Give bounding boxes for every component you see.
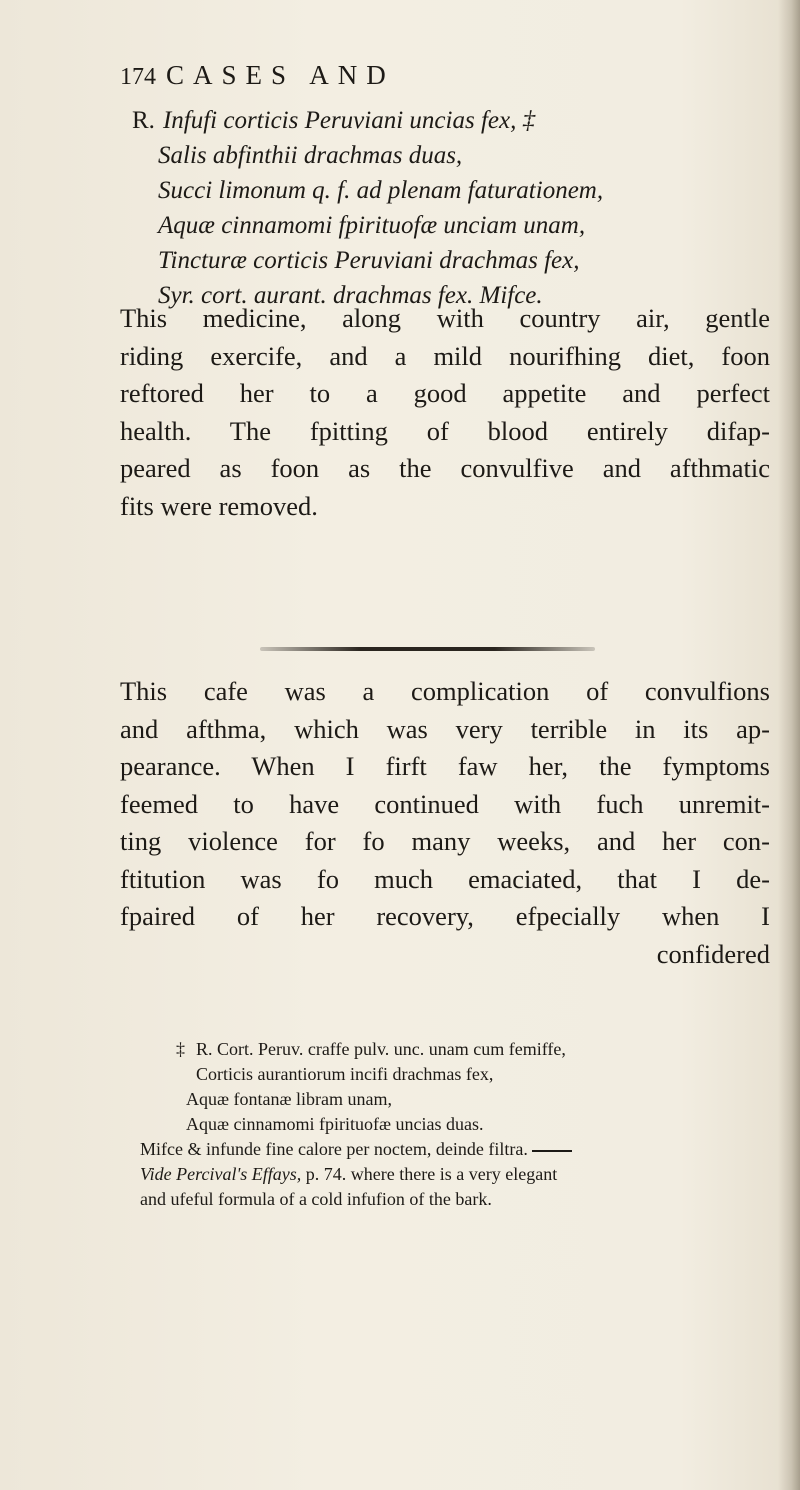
text-line: ting violence for fo many weeks, and her con- (120, 826, 770, 856)
text-line: fpaired of her recovery, efpecially when I (120, 901, 770, 931)
page-header (120, 60, 680, 100)
text-line: This cafe was a complication of convulfions (120, 676, 770, 706)
text-line: health. The fpitting of blood entirely difap- (120, 415, 770, 446)
text-line: pearance. When I firft faw her, the fymptoms (120, 751, 770, 781)
text-line: This medicine, along with country air, gentle (120, 303, 770, 333)
page-number: 174 (120, 64, 156, 90)
footnote-line: and ufeful formula of a cold infufion of the bark. (140, 1189, 492, 1209)
paragraph-case (120, 673, 770, 973)
paragraph-medicine (120, 300, 770, 525)
footnote-line (140, 1037, 780, 1062)
text-line: riding exercife, and a mild nourifhing diet, foon (120, 340, 770, 371)
running-head: CASES AND (166, 60, 395, 90)
page-edge-shadow (778, 0, 800, 1490)
prescription-line: Salis abfinthii drachmas duas, (158, 142, 463, 169)
text-line: and afthma, which was very terrible in its ap- (120, 713, 770, 744)
footnote-reference (140, 1162, 780, 1187)
prescription-text: Infufi corticis Peruviani uncias fex, ‡ (162, 107, 536, 134)
text-line: feemed to have continued with fuch unremit- (120, 788, 770, 819)
prescription-line: Aquæ cinnamomi fpirituofæ unciam unam, (158, 212, 586, 239)
footnote-line: Corticis aurantiorum incifi drachmas fex, (196, 1064, 494, 1084)
reference-text: p. 74. where there is a very elegant (301, 1164, 558, 1184)
footnote-line: Aquæ cinnamomi fpirituofæ uncias duas. (186, 1114, 484, 1134)
footnote-text: Mifce & infunde fine calore per noctem, deinde filtra. (140, 1139, 528, 1159)
prescription-line: Succi limonum q. f. ad plenam faturationem, (158, 177, 604, 204)
footnote-text: R. Cort. Peruv. craffe pulv. unc. unam cum femiffe, (196, 1039, 566, 1059)
text-line: peared as foon as the convulfive and afthmatic (120, 453, 770, 483)
prescription-line: Syr. cort. aurant. drachmas fex. Mifce. (158, 282, 543, 309)
footnote-line: Aquæ fontanæ libram unam, (186, 1089, 392, 1109)
prescription-line (132, 103, 772, 138)
footnote (140, 1037, 780, 1212)
footnote-marker: ‡ (176, 1039, 185, 1059)
dash-rule (532, 1150, 572, 1152)
text-line: fits were removed. (120, 490, 318, 521)
recipe-symbol: R. (132, 107, 155, 134)
text-line: ftitution was fo much emaciated, that I de- (120, 863, 770, 894)
reference-title: Vide Percival's Effays, (140, 1164, 302, 1184)
text-line: reftored her to a good appetite and perfect (120, 378, 770, 408)
catchword: confidered (656, 938, 770, 969)
prescription (132, 103, 772, 313)
section-divider (260, 647, 595, 651)
footnote-line (140, 1137, 780, 1162)
prescription-line: Tincturæ corticis Peruviani drachmas fex, (158, 247, 580, 274)
